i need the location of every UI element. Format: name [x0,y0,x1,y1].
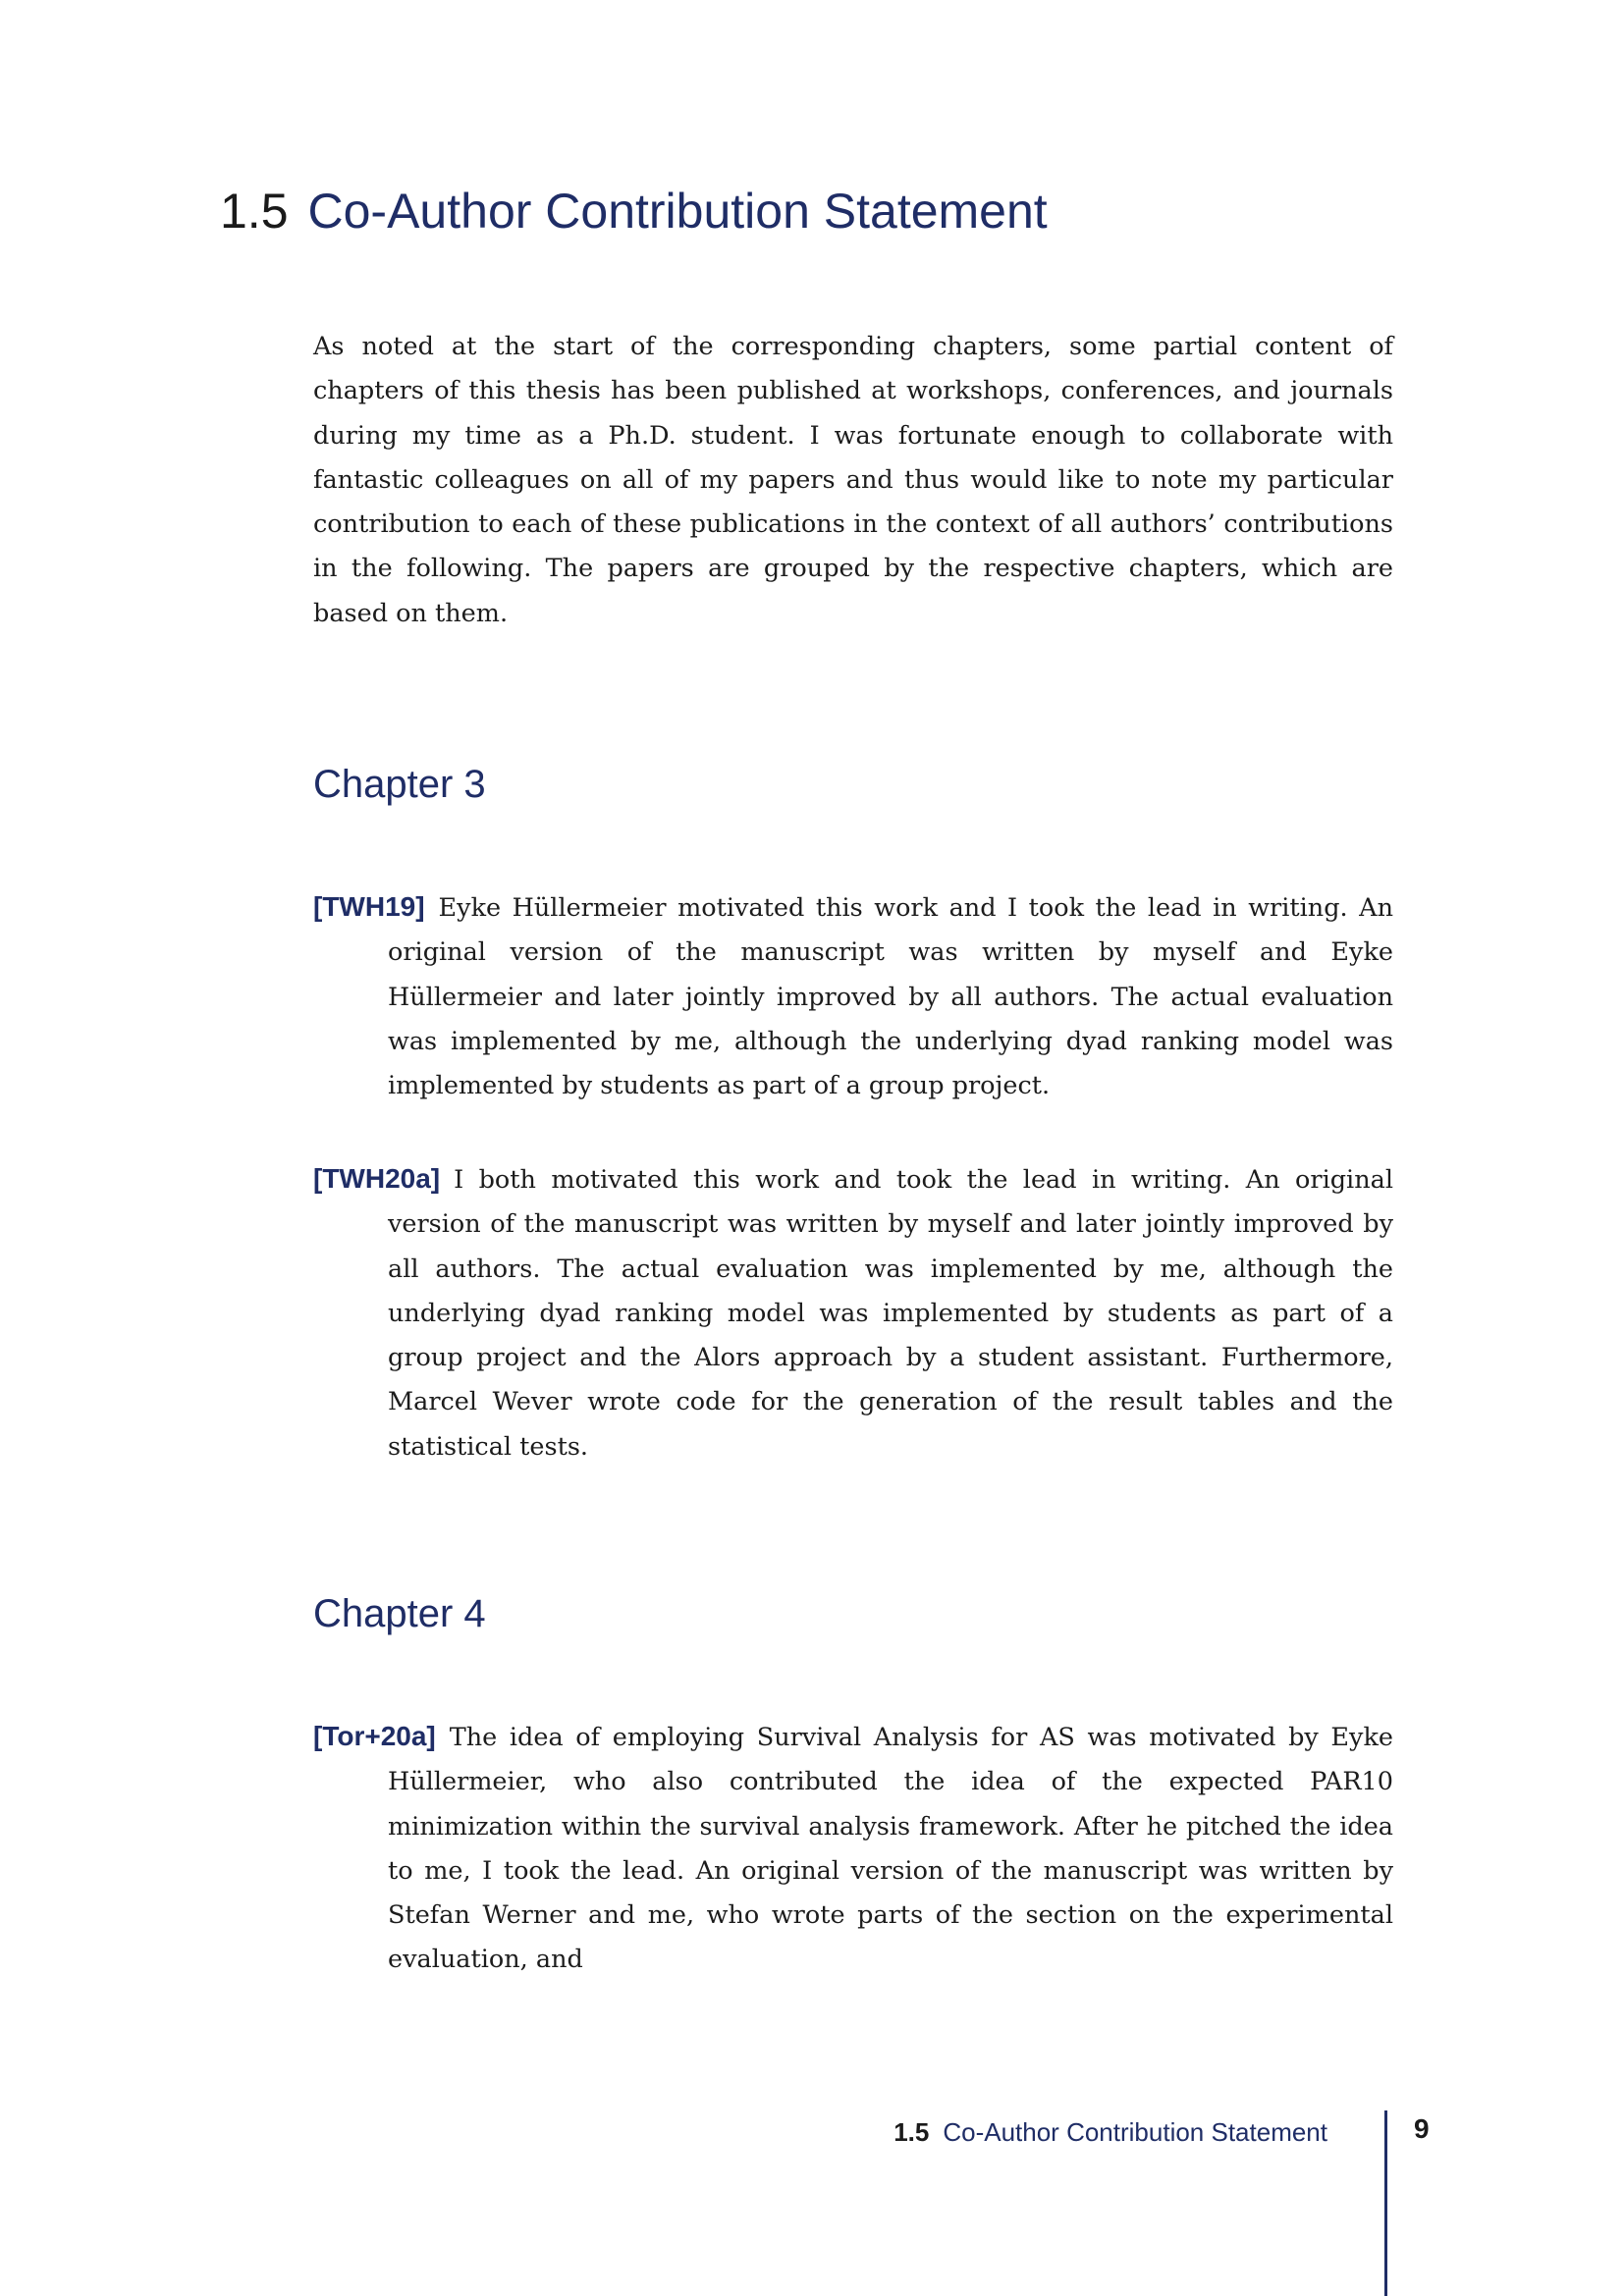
footer-section-title: Co-Author Contribution Statement [943,2117,1327,2147]
contribution-entry-tor20a [313,1714,1393,1983]
intro-paragraph: As noted at the start of the corresponding chapters, some partial content of chapters of this thesis has been published at workshops, conferences, and journals during my time as a Ph.D. student. I was fortunate enough to collaborate with fantastic colleagues on all of my papers and thus would like to note my particular contribution to each of these publications in the context of all authors’ contributions in the following. The papers are grouped by the respective chapters, which are based on them. [313,332,1393,628]
citation-key: [TWH19] [313,891,425,922]
running-footer [893,2114,1327,2150]
contribution-entry-twh20a [313,1156,1393,1469]
section-title: Co-Author Contribution Statement [307,184,1048,239]
contribution-entry-twh19 [313,884,1393,1108]
section-heading [220,177,1048,245]
page-number: 9 [1414,2113,1430,2144]
section-number: 1.5 [220,184,289,239]
chapter-4-heading: Chapter 4 [313,1592,486,1635]
citation-key: [Tor+20a] [313,1721,436,1751]
footer-divider [1384,2110,1387,2296]
contribution-text: Eyke Hüllermeier motivated this work and I took the lead in writing. An original version of the manuscript was written by myself and Eyke Hüllermeier and later jointly improved by all authors. The actual evaluation was implemented by me, although the underlying dyad ranking model was implemented by students as part of a group project. [388,893,1393,1101]
contribution-text: I both motivated this work and took the lead in writing. An original version of the manuscript was written by myself and later jointly improved by all authors. The actual evaluation was implemented by me, although the underlying dyad ranking model was implemented by students as part of a group project and the Alors approach by a student assistant. Furthermore, Marcel Wever wrote code for the generation of the result tables and the statistical tests. [388,1165,1393,1462]
contribution-text: The idea of employing Survival Analysis for AS was motivated by Eyke Hüllermeier, who also contributed the idea of the expected PAR10 minimization within the survival analysis framework. After he pitched the idea to me, I took the lead. An original version of the manuscript was written by Stefan Werner and me, who wrote parts of the section on the experimental evaluation, and [388,1723,1393,1975]
footer-section-number: 1.5 [893,2117,930,2147]
chapter-3-heading: Chapter 3 [313,763,486,806]
citation-key: [TWH20a] [313,1163,441,1194]
